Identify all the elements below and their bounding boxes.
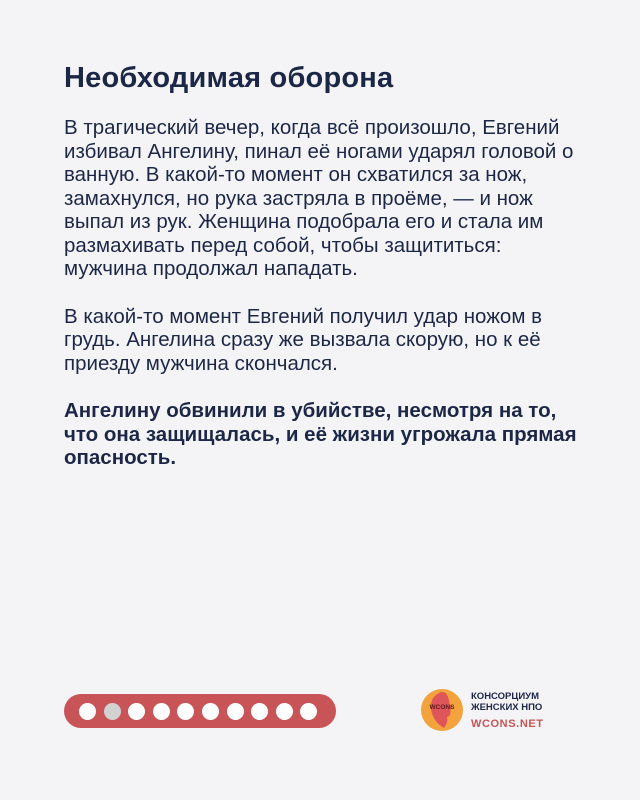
paragraph-1: В трагический вечер, когда всё произошло, Евгений избивал Ангелину, пинал её ногами ударял головой о ванную. В какой-то момент он схватился за нож, замахнулся, но рука застряла в проёме, — и нож выпал из рук. Женщина подобрала его и стала им размахивать перед собой, чтобы защититься: мужчина продолжал нападать. [64, 116, 574, 280]
page-title: Необходимая оборона [64, 62, 394, 94]
brand-block [420, 688, 590, 736]
organization-name [471, 691, 542, 713]
paragraph-2: В какой-то момент Евгений получил удар ножом в грудь. Ангелина сразу же вызвала скорую, но к её приезду мужчина скончался. [64, 304, 542, 375]
pager-dot-8[interactable] [251, 703, 268, 720]
slide-pager [64, 694, 336, 728]
pager-dot-2[interactable] [104, 703, 121, 720]
pager-dot-1[interactable] [79, 703, 96, 720]
paragraph-3-emphasis: Ангелину обвинили в убийстве, несмотря на то, что она защищалась, и её жизни угрожала прямая опасность. [64, 399, 577, 469]
organization-site-link[interactable]: WCONS.NET [471, 718, 544, 730]
pager-dot-10[interactable] [300, 703, 317, 720]
org-name-line2: ЖЕНСКИХ НПО [471, 702, 543, 713]
pager-dot-3[interactable] [128, 703, 145, 720]
article-body [64, 116, 584, 470]
wcons-logo-icon [420, 688, 464, 732]
org-name-line1: КОНСОРЦИУМ [471, 691, 539, 702]
pager-dot-6[interactable] [202, 703, 219, 720]
logo-text: WCONS [429, 704, 455, 711]
pager-dot-7[interactable] [227, 703, 244, 720]
pager-dot-4[interactable] [153, 703, 170, 720]
pager-dot-9[interactable] [276, 703, 293, 720]
pager-dot-5[interactable] [177, 703, 194, 720]
